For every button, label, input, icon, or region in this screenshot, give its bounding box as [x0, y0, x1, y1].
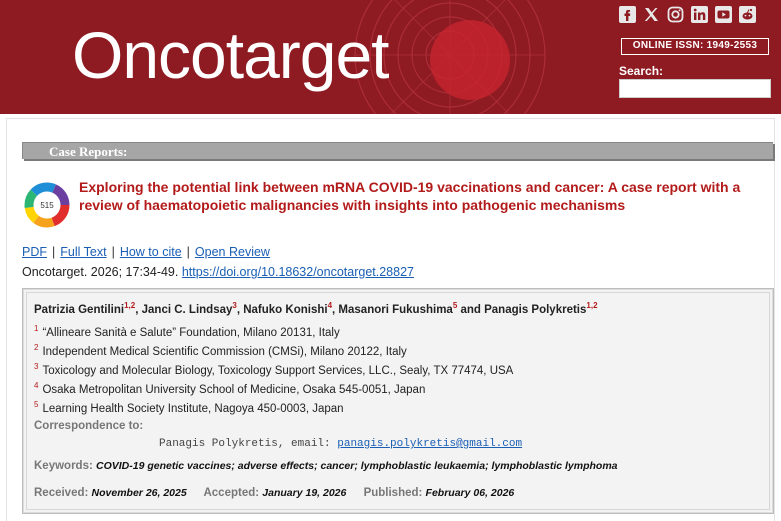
- search-input[interactable]: [619, 79, 771, 98]
- author-name[interactable]: Masanori Fukushima: [338, 303, 453, 316]
- received-date: November 26, 2025: [91, 487, 187, 499]
- correspondence-line: [159, 438, 522, 450]
- site-header: [0, 0, 781, 114]
- author-affiliation-ref: 5: [452, 301, 458, 310]
- linkedin-icon[interactable]: [691, 6, 708, 23]
- author-name[interactable]: Panagis Polykretis: [484, 303, 587, 316]
- author-name[interactable]: Nafuko Konishi: [243, 303, 328, 316]
- article-title[interactable]: Exploring the potential link between mRNA COVID-19 vaccinations and cancer: A case report with a review of haematopoietic malignancies with insights into pathogenic mechanisms: [79, 179, 741, 213]
- online-issn-badge: ONLINE ISSN: 1949-2553: [621, 38, 769, 55]
- affiliation-item: $^4$ Osaka Metropolitan University School of Medicine, Osaka 545-0051, Japan: [34, 381, 426, 396]
- affiliation-item: $^3$ Toxicology and Molecular Biology, Toxicology Support Services, LLC., Sealy, TX 77474, USA: [34, 362, 514, 377]
- citation-text: Oncotarget. 2026; 17:34-49.: [22, 265, 179, 279]
- pdf-link[interactable]: PDF: [22, 245, 47, 259]
- facebook-icon[interactable]: [619, 6, 636, 23]
- author-affiliation-ref: 1,2: [586, 301, 598, 310]
- doi-link[interactable]: https://doi.org/10.18632/oncotarget.28827: [181, 265, 414, 279]
- reddit-icon[interactable]: [739, 6, 756, 23]
- affiliation-item: $^2$ Independent Medical Scientific Commission (CMSi), Milano 20122, Italy: [34, 343, 407, 358]
- correspondence-label: Correspondence to:: [34, 420, 144, 432]
- social-links: [619, 6, 756, 23]
- youtube-icon[interactable]: [715, 6, 732, 23]
- how-to-cite-link[interactable]: How to cite: [119, 245, 182, 259]
- author-name[interactable]: Patrizia Gentilini: [34, 303, 125, 316]
- citation-line: [22, 265, 414, 279]
- author-list: Patrizia Gentilini$^{1,2}$, Janci C. Lindsay$^3$, Nafuko Konishi$^4$, Masanori Fukushima$^5$ and Panagis Polykretis$^{1,2}$: [34, 301, 598, 316]
- accepted-date: January 19, 2026: [262, 487, 347, 499]
- author-name[interactable]: Janci C. Lindsay: [141, 303, 233, 316]
- full-text-link[interactable]: Full Text: [60, 245, 107, 259]
- correspondence-name: Panagis Polykretis, email:: [159, 438, 331, 450]
- published-label: Published:: [363, 487, 423, 499]
- received-label: Received:: [34, 487, 89, 499]
- search-label: Search:: [619, 64, 664, 78]
- instagram-icon[interactable]: [667, 6, 684, 23]
- dates-row: [34, 487, 528, 499]
- correspondence-email-link[interactable]: panagis.polykretis@gmail.com: [337, 438, 523, 450]
- x-icon[interactable]: [643, 6, 660, 23]
- keywords-row: [34, 460, 618, 472]
- section-label: Case Reports:: [49, 144, 128, 159]
- open-review-link[interactable]: Open Review: [194, 245, 270, 259]
- accepted-label: Accepted:: [203, 487, 260, 499]
- article-links: PDF | Full Text | How to cite | Open Review: [22, 245, 270, 259]
- keywords-label: Keywords:: [34, 460, 93, 472]
- author-affiliation-ref: 1,2: [124, 301, 136, 310]
- altmetric-score: 515: [40, 201, 54, 210]
- keywords-value: COVID-19 genetic vaccines; adverse effects; cancer; lymphoblastic leukaemia; lymphoblastic lymphoma: [96, 460, 618, 472]
- published-date: February 06, 2026: [425, 487, 515, 499]
- site-logo[interactable]: Oncotarget: [72, 18, 389, 92]
- affiliation-item: $^5$ Learning Health Society Institute, Nagoya 450-0003, Japan: [34, 400, 344, 415]
- section-header-bar: [22, 142, 773, 159]
- affiliation-item: $^1$ “Allineare Sanità e Salute” Foundation, Milano 20131, Italy: [34, 324, 340, 339]
- altmetric-donut-badge[interactable]: [22, 180, 72, 230]
- author-affiliation-ref: 4: [327, 301, 333, 310]
- author-affiliation-ref: 3: [232, 301, 237, 310]
